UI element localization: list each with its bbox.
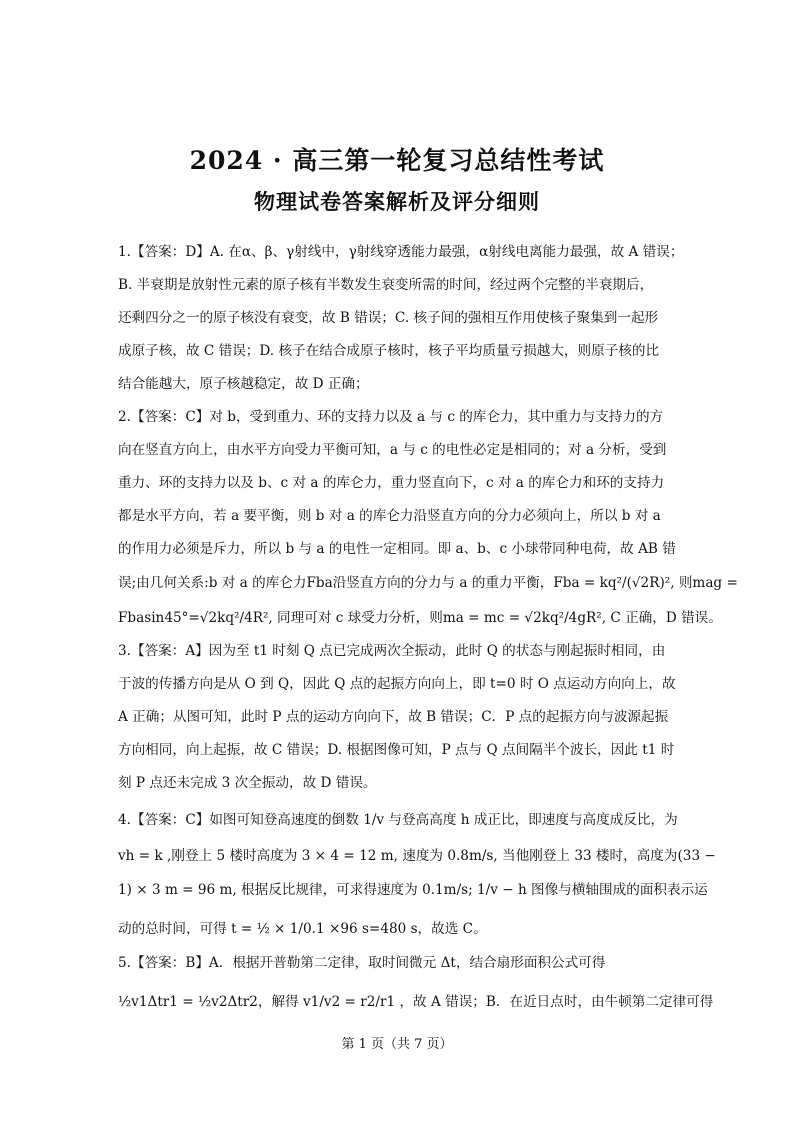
exam-subtitle: 物理试卷答案解析及评分细则: [254, 189, 540, 214]
page-number: 第 1 页（共 7 页）: [341, 1037, 453, 1052]
text-line: 5.【答案：B】A．根据开普勒第二定律，取时间微元 Δt，结合扇形面积公式可得: [118, 955, 606, 971]
text-line: 的作用力必须是斥力，所以 b 与 a 的电性一定相同。即 a、b、c 小球带同种电荷，故 AB 错: [118, 541, 676, 557]
text-line: B. 半衰期是放射性元素的原子核有半数发生衰变所需的时间，经过两个完整的半衰期后，: [118, 277, 654, 293]
text-line: 都是水平方向，若 a 要平衡，则 b 对 a 的库仑力沿竖直方向的分力必须向上，所以 b 对 a: [118, 508, 661, 524]
text-line: 2.【答案：C】对 b，受到重力、环的支持力以及 a 与 c 的库仑力，其中重力与支持力的方: [118, 409, 664, 425]
text-line: 结合能越大，原子核越稳定，故 D 正确；: [118, 376, 369, 392]
exam-title: 2024 · 高三第一轮复习总结性考试: [189, 146, 605, 175]
text-line: ½v1Δtr1 = ½v2Δtr2，解得 v1/v2 = r2/r1 ，故 A 错误；B．在近日点时，由牛顿第二定律可得: [118, 994, 714, 1010]
text-line: 误;由几何关系:b 对 a 的库仑力Fba沿竖直方向的分力与 a 的重力平衡，Fba = kq²/(√2R)², 则mag =: [118, 575, 738, 591]
text-line: 重力、环的支持力以及 b、c 对 a 的库仑力，重力竖直向下，c 对 a 的库仑力和环的支持力: [118, 475, 665, 491]
text-line: 1) × 3 m = 96 m, 根据反比规律，可求得速度为 0.1m/s; 1/v − h 图像与横轴围成的面积表示运: [118, 882, 708, 898]
text-line: Fbasin45°=√2kq²/4R², 同理可对 c 球受力分析，则ma = mc = √2kq²/4gR², C 正确，D 错误。: [118, 610, 722, 626]
text-line: 还剩四分之一的原子核没有衰变，故 B 错误；C. 核子间的强相互作用使核子聚集到一起形: [118, 310, 659, 326]
text-line: 方向相同，向上起振，故 C 错误；D. 根据图像可知，P 点与 Q 点间隔半个波长，因此 t1 时: [118, 742, 675, 758]
text-line: 向在竖直方向上，由水平方向受力平衡可知，a 与 c 的电性必定是相同的；对 a 分析，受到: [118, 442, 667, 458]
text-line: 动的总时间，可得 t = ½ × 1/0.1 ×96 s=480 s，故选 C。: [118, 921, 487, 937]
text-line: 3.【答案：A】因为至 t1 时刻 Q 点已完成两次全振动，此时 Q 的状态与刚起振时相同，由: [118, 643, 666, 659]
text-line: 于波的传播方向是从 O 到 Q，因此 Q 点的起振方向向上，即 t=0 时 O 点运动方向向上，故: [118, 676, 676, 692]
text-line: 成原子核，故 C 错误；D. 核子在结合成原子核时，核子平均质量亏损越大，则原子核的比: [118, 343, 660, 359]
text-line: 1.【答案：D】A. 在α、β、γ射线中，γ射线穿透能力最强，α射线电离能力最强，故 A 错误；: [118, 244, 684, 260]
text-line: A 正确；从图可知，此时 P 点的运动方向向下，故 B 错误；C．P 点的起振方向与波源起振: [118, 709, 669, 725]
text-line: 刻 P 点还未完成 3 次全振动，故 D 错误。: [118, 775, 377, 791]
text-line: vh = k ,刚登上 5 楼时高度为 3 × 4 = 12 m, 速度为 0.8m/s, 当他刚登上 33 楼时，高度为(33 −: [118, 848, 716, 864]
text-line: 4.【答案：C】如图可知登高速度的倒数 1/v 与登高高度 h 成正比，即速度与高度成反比，为: [118, 812, 678, 828]
